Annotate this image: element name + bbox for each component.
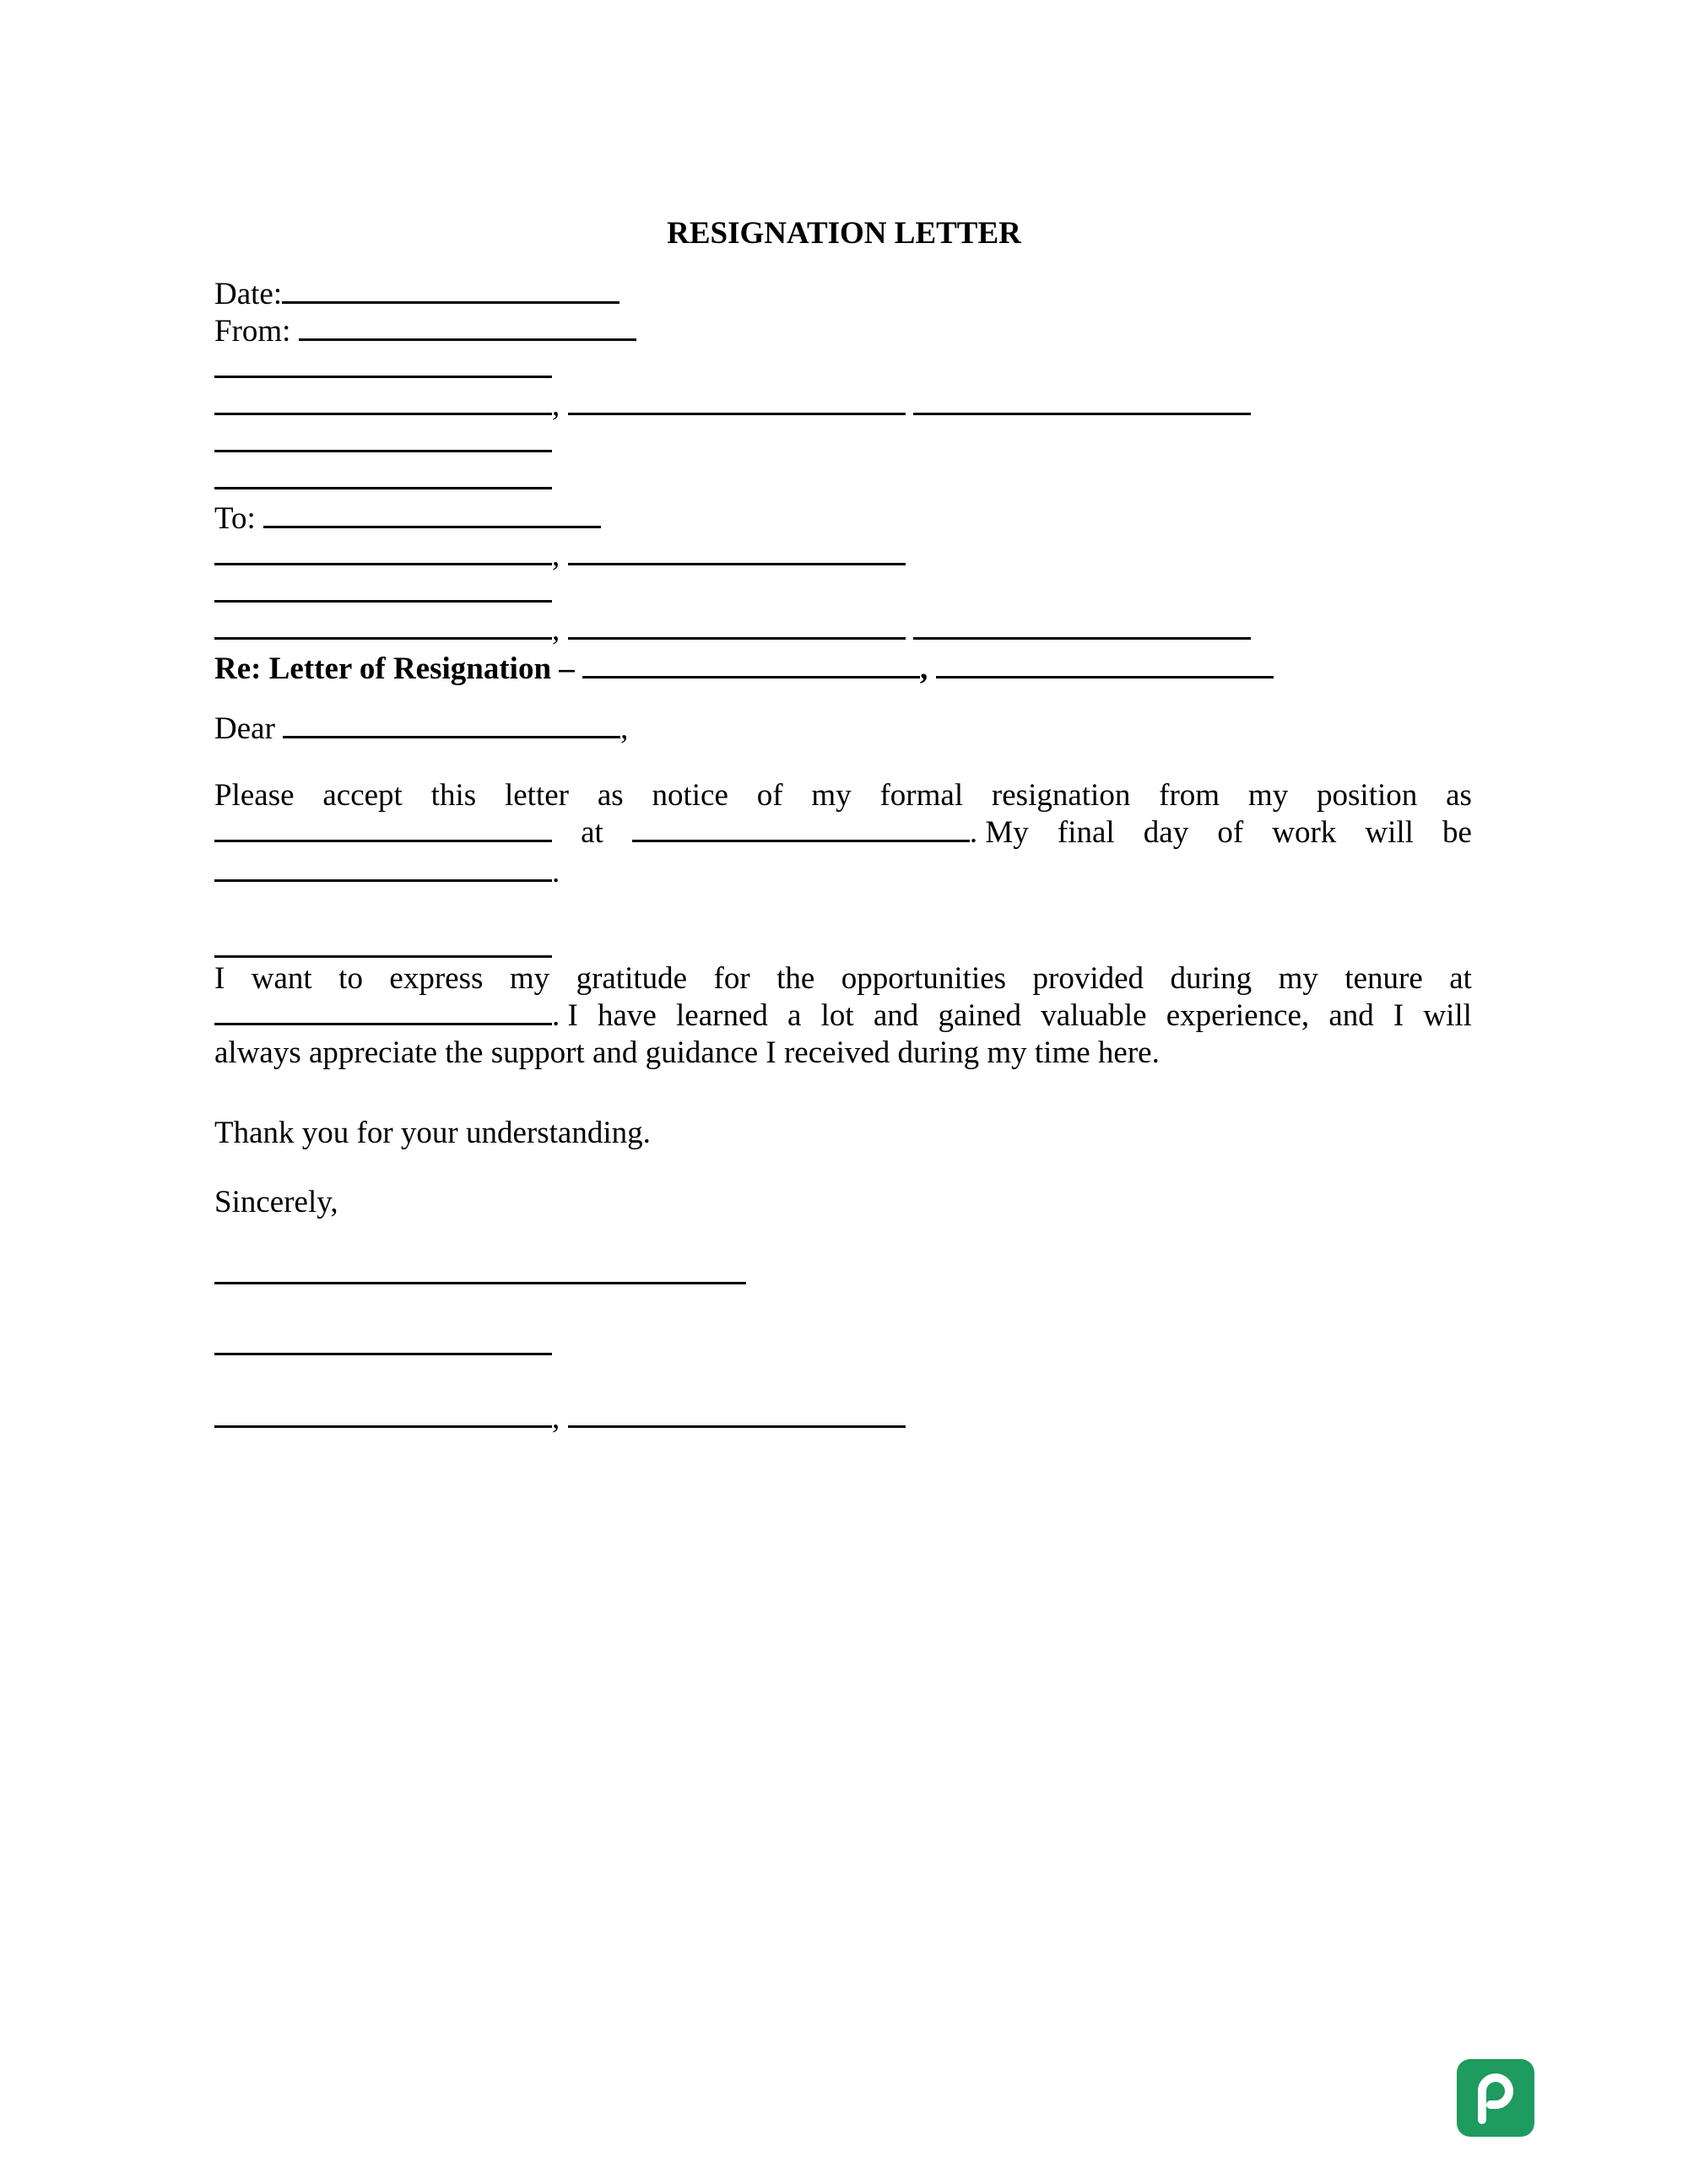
to-city-blank[interactable] (214, 637, 552, 640)
word: my (811, 778, 852, 813)
paragraph-gratitude-line-1 (214, 960, 1472, 997)
from-street-blank[interactable] (214, 376, 552, 378)
paragraph-gratitude (214, 960, 1472, 1072)
company-blank[interactable] (632, 840, 970, 842)
comma: , (552, 538, 560, 573)
paragraph-gratitude-line-2 (214, 997, 1472, 1035)
comma: , (552, 1401, 560, 1435)
word: formal (879, 778, 964, 813)
paragraph-notice (214, 777, 1472, 889)
word: tenure (1344, 961, 1423, 996)
from-address-line-1 (214, 353, 552, 384)
thank-you-line: Thank you for your understanding. (214, 1116, 651, 1150)
word: letter (504, 778, 569, 813)
word: my (509, 961, 550, 996)
word: provided (1032, 961, 1144, 996)
from-state-blank[interactable] (568, 413, 906, 415)
to-address-line-3 (214, 614, 1251, 646)
word: learned (676, 998, 768, 1033)
re-line (214, 653, 1274, 684)
word: express (389, 961, 484, 996)
from-zip-blank[interactable] (913, 413, 1251, 415)
word: at (581, 815, 603, 850)
word: I (214, 961, 225, 996)
word: as (597, 778, 624, 813)
word: as (1446, 778, 1472, 813)
employer-blank[interactable] (214, 1023, 552, 1025)
sincerely-line: Sincerely, (214, 1185, 338, 1219)
printed-name-line (214, 1330, 552, 1361)
word: to (338, 961, 363, 996)
standalone-blank-line (214, 933, 552, 964)
word: my (1247, 778, 1289, 813)
word: a (787, 998, 802, 1033)
dear-label: Dear (214, 711, 275, 746)
date-label: Date: (214, 277, 283, 311)
word: opportunities (841, 961, 1007, 996)
p-logo-icon[interactable] (1457, 2059, 1534, 2137)
extra-blank[interactable] (214, 955, 552, 958)
to-address-line-2 (214, 577, 552, 608)
period: . (552, 855, 560, 889)
word: notice (652, 778, 728, 813)
word: accept (322, 778, 403, 813)
word: for (713, 961, 750, 996)
word: this (430, 778, 477, 813)
word: be (1442, 815, 1472, 850)
from-address-line-3 (214, 427, 552, 458)
word: will (1423, 998, 1472, 1033)
employer-with-period (214, 997, 578, 1035)
final-day-blank[interactable] (214, 879, 552, 882)
comma: , (620, 711, 629, 746)
word: gratitude (576, 961, 688, 996)
word: have (597, 998, 657, 1033)
word: work (1272, 815, 1337, 850)
word: resignation (991, 778, 1131, 813)
position-blank[interactable] (214, 840, 552, 842)
from-phone-blank[interactable] (214, 450, 552, 452)
to-line (214, 503, 601, 534)
signer-title-line (214, 1403, 906, 1434)
word: and (1328, 998, 1374, 1033)
recipient-name-blank[interactable] (283, 736, 620, 738)
to-state-blank[interactable] (568, 637, 906, 640)
re-label: Re: Letter of Resignation – (214, 651, 575, 686)
word: I (1393, 998, 1404, 1033)
to-zip-blank[interactable] (913, 637, 1251, 640)
word: lot (820, 998, 854, 1033)
p-logo-glyph (1457, 2059, 1534, 2137)
re-name-blank[interactable] (582, 676, 920, 678)
signer-date-blank[interactable] (568, 1425, 906, 1428)
greeting-line (214, 713, 628, 744)
word: at (1449, 961, 1472, 996)
word: of (756, 778, 783, 813)
from-address-line-4 (214, 464, 552, 495)
word: valuable (1041, 998, 1147, 1033)
to-name-blank[interactable] (263, 526, 601, 528)
word: the (776, 961, 815, 996)
company-with-period (632, 814, 1029, 851)
from-name-blank[interactable] (299, 338, 636, 341)
from-address-line-2 (214, 390, 1251, 421)
word: final (1057, 815, 1115, 850)
from-email-blank[interactable] (214, 487, 552, 489)
word: day (1143, 815, 1189, 850)
word: Please (214, 778, 295, 813)
paragraph-notice-line-2 (214, 814, 1472, 851)
comma: , (552, 388, 560, 423)
date-line (214, 278, 619, 310)
paragraph-notice-line-1 (214, 777, 1472, 814)
word: gained (938, 998, 1022, 1033)
word: my (1278, 961, 1318, 996)
word: during (1170, 961, 1252, 996)
document-title: RESIGNATION LETTER (667, 216, 1021, 251)
signer-title-blank[interactable] (214, 1425, 552, 1428)
signature-blank[interactable] (214, 1282, 746, 1284)
date-blank[interactable] (282, 301, 619, 304)
word: will (1365, 815, 1414, 850)
comma: , (552, 613, 560, 647)
from-line (214, 316, 636, 347)
printed-name-blank[interactable] (214, 1353, 552, 1355)
to-company-blank[interactable] (568, 563, 906, 565)
paragraph-gratitude-line-3: always appreciate the support and guidance I received during my time here. (214, 1035, 1160, 1070)
word: experience, (1166, 998, 1310, 1033)
re-date-blank[interactable] (936, 676, 1274, 678)
paragraph-notice-line-3 (214, 857, 1472, 888)
word: and (873, 998, 919, 1033)
comma: , (920, 651, 928, 686)
word: position (1317, 778, 1418, 813)
word: . I (552, 998, 578, 1033)
to-label: To: (214, 501, 256, 536)
word: . My (969, 815, 1029, 850)
to-title-blank[interactable] (214, 563, 552, 565)
word: from (1159, 778, 1220, 813)
to-street-blank[interactable] (214, 600, 552, 603)
from-label: From: (214, 314, 291, 349)
word: want (251, 961, 312, 996)
to-address-line-1 (214, 540, 906, 571)
signature-line (214, 1259, 746, 1290)
from-city-blank[interactable] (214, 413, 552, 415)
word: of (1217, 815, 1244, 850)
